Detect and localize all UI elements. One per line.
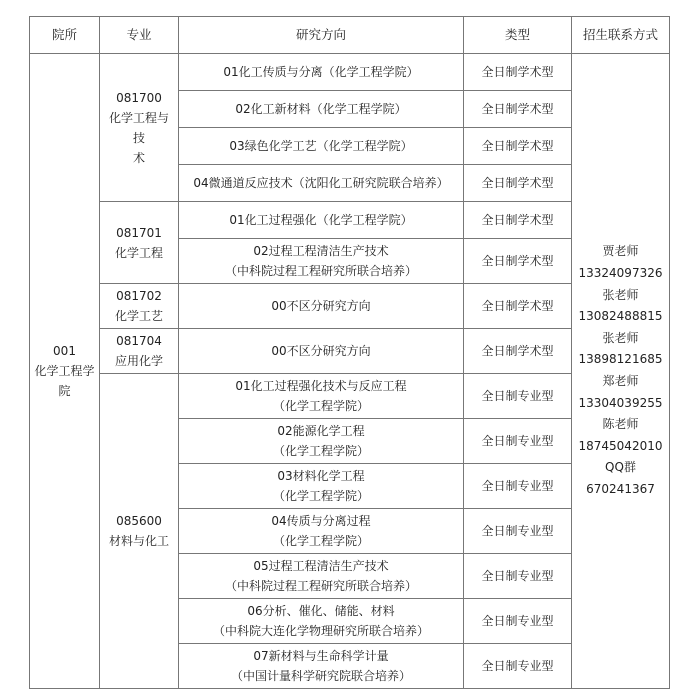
major-name-cont: 术: [132, 150, 145, 165]
major-cell: [100, 54, 179, 202]
contact-phone: 13304039255: [578, 395, 663, 410]
contact-name: 郑老师: [602, 374, 639, 388]
contact-phone: 13082488815: [578, 309, 663, 324]
major-cell: [100, 284, 179, 329]
type-cell: 全日制学术型: [464, 54, 572, 91]
direction-text: 02化工新材料（化学工程学院）: [235, 102, 407, 116]
major-code: 081704: [116, 334, 162, 348]
direction-text: 03材料化学工程: [277, 469, 365, 483]
type-cell: 全日制专业型: [464, 644, 572, 689]
direction-cell: [179, 374, 464, 419]
header-major: 专业: [100, 17, 179, 54]
table-row: [30, 54, 670, 91]
direction-cell: [179, 165, 464, 202]
header-direction: 研究方向: [179, 17, 464, 54]
direction-text: 06分析、催化、储能、材料: [247, 604, 395, 618]
major-code: 081701: [116, 225, 162, 240]
direction-cell: [179, 202, 464, 239]
direction-text: 04微通道反应技术（沈阳化工研究院联合培养）: [193, 176, 449, 190]
college-cell: [30, 54, 100, 689]
college-name: 化学工程学: [34, 364, 95, 378]
college-code: 001: [53, 344, 76, 358]
direction-cell: [179, 54, 464, 91]
type-cell: 全日制学术型: [464, 329, 572, 374]
direction-text: 00不区分研究方向: [271, 344, 371, 358]
direction-cell: [179, 128, 464, 165]
direction-cell: [179, 464, 464, 509]
direction-text: 02能源化学工程: [277, 424, 365, 438]
direction-cell: [179, 91, 464, 128]
direction-note: （中科院过程工程研究所联合培养）: [224, 579, 417, 593]
direction-text: 01化工传质与分离（化学工程学院）: [223, 65, 419, 79]
direction-cell: [179, 509, 464, 554]
admission-table: [29, 16, 670, 689]
direction-cell: [179, 284, 464, 329]
major-code: 085600: [116, 514, 162, 528]
type-cell: 全日制专业型: [464, 599, 572, 644]
contact-qq-number: 670241367: [586, 481, 655, 496]
direction-note: （中科院过程工程研究所联合培养）: [224, 264, 417, 278]
direction-note: （中科院大连化学物理研究所联合培养）: [212, 624, 429, 638]
direction-cell: [179, 599, 464, 644]
major-cell: [100, 329, 179, 374]
header-college: 院所: [30, 17, 100, 54]
direction-text: 05过程工程清洁生产技术: [253, 559, 389, 573]
type-cell: 全日制学术型: [464, 239, 572, 284]
type-cell: 全日制学术型: [464, 284, 572, 329]
type-cell: 全日制学术型: [464, 91, 572, 128]
direction-note: （化学工程学院）: [272, 489, 369, 503]
college-name-cont: 院: [58, 384, 71, 398]
direction-cell: [179, 419, 464, 464]
direction-note: （化学工程学院）: [272, 534, 369, 548]
direction-note: （中国计量科学研究院联合培养）: [230, 669, 411, 683]
type-cell: 全日制学术型: [464, 165, 572, 202]
major-code: 081702: [116, 289, 162, 303]
major-cell: [100, 202, 179, 284]
type-cell: 全日制专业型: [464, 464, 572, 509]
direction-text: 04传质与分离过程: [271, 514, 371, 528]
contact-name: 陈老师: [602, 417, 639, 432]
type-cell: 全日制专业型: [464, 509, 572, 554]
contact-phone: 13324097326: [578, 266, 663, 281]
direction-text: 01化工过程强化技术与反应工程: [235, 379, 407, 393]
contact-phone: 13898121685: [578, 352, 663, 367]
contact-name: 张老师: [602, 330, 639, 345]
direction-cell: [179, 554, 464, 599]
contact-cell: [572, 54, 670, 689]
type-cell: 全日制专业型: [464, 419, 572, 464]
direction-text: 07新材料与生命科学计量: [253, 649, 389, 663]
type-cell: 全日制学术型: [464, 202, 572, 239]
major-name: 应用化学: [114, 354, 163, 368]
header-type: 类型: [464, 17, 572, 54]
header-contact: 招生联系方式: [572, 17, 670, 54]
major-name: 化学工艺: [114, 309, 163, 323]
type-cell: 全日制专业型: [464, 374, 572, 419]
direction-text: 01化工过程强化（化学工程学院）: [229, 213, 413, 227]
direction-text: 00不区分研究方向: [271, 299, 371, 313]
header-row: [30, 17, 670, 54]
contact-name: 贾老师: [602, 244, 639, 259]
direction-cell: [179, 239, 464, 284]
direction-note: （化学工程学院）: [272, 399, 369, 413]
direction-text: 02过程工程清洁生产技术: [253, 244, 389, 258]
major-name: 化学工程与技: [108, 110, 169, 145]
direction-text: 03绿色化学工艺（化学工程学院）: [229, 139, 413, 153]
type-cell: 全日制专业型: [464, 554, 572, 599]
direction-cell: [179, 329, 464, 374]
contact-qq-label: QQ群: [605, 460, 636, 475]
type-cell: 全日制学术型: [464, 128, 572, 165]
major-cell: [100, 374, 179, 689]
major-name: 材料与化工: [108, 534, 169, 548]
direction-note: （化学工程学院）: [272, 444, 369, 458]
contact-phone: 18745042010: [578, 438, 663, 453]
major-code: 081700: [116, 90, 162, 105]
major-name: 化学工程: [114, 245, 163, 260]
contact-name: 张老师: [602, 287, 639, 302]
